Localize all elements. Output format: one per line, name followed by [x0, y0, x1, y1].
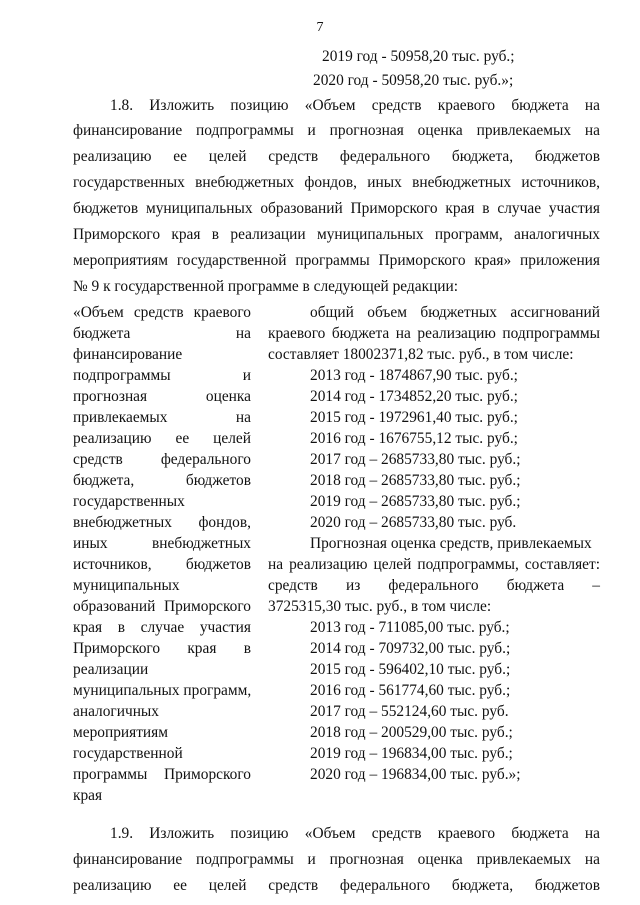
year-amount-line: 2014 год - 709732,00 тыс. руб.; — [310, 640, 511, 657]
left-column-line: прогнозная оценка — [73, 388, 251, 405]
year-amount-line: 2014 год - 1734852,20 тыс. руб.; — [310, 388, 518, 405]
left-column-line: средств федерального — [73, 451, 251, 468]
left-column-line: бюджета на — [73, 325, 251, 342]
left-column-line: Приморского края в — [73, 640, 251, 657]
left-column-line: финансирование — [73, 346, 183, 363]
left-column-line: муниципальных программ, — [73, 682, 252, 699]
right-column-line: общий объем бюджетных ассигнований — [310, 304, 600, 321]
left-column-line: реализации — [73, 661, 149, 678]
paragraph-line: мероприятиям государственной программы Приморского края» приложения — [73, 252, 600, 269]
left-column-line: иных внебюджетных — [73, 535, 251, 552]
year-amount-line: 2017 год – 552124,60 тыс. руб. — [310, 703, 509, 720]
right-column-line: краевого бюджета на реализацию подпрограммы — [268, 325, 600, 342]
left-column-line: образований Приморского — [73, 598, 251, 615]
left-column-line: привлекаемых на — [73, 409, 251, 426]
right-column-line: составляет 18002371,82 тыс. руб., в том числе: — [268, 346, 574, 363]
left-column-line: края в случае участия — [73, 619, 251, 636]
left-column-line: государственной — [73, 745, 183, 762]
paragraph-line: 1.8. Изложить позицию «Объем средств краевого бюджета на — [110, 97, 600, 114]
paragraph-line: государственных внебюджетных фондов, иных внебюджетных источников, — [73, 174, 600, 191]
year-amount-line: 2020 год – 196834,00 тыс. руб.»; — [310, 766, 521, 783]
year-amount-line: 2016 год - 1676755,12 тыс. руб.; — [310, 430, 518, 447]
paragraph-line: бюджетов муниципальных образований Приморского края в случае участия — [73, 200, 600, 217]
paragraph-line: реализацию ее целей средств федерального бюджета, бюджетов — [73, 877, 600, 894]
year-amount-line: 2013 год - 711085,00 тыс. руб.; — [310, 619, 510, 636]
left-column-line: источников, бюджетов — [73, 556, 251, 573]
year-amount-line: 2016 год - 561774,60 тыс. руб.; — [310, 682, 511, 699]
year-amount-line: 2019 год – 2685733,80 тыс. руб.; — [310, 493, 521, 510]
page-number: 7 — [316, 20, 324, 35]
budget-line: 2020 год - 50958,20 тыс. руб.»; — [313, 72, 514, 89]
left-column-line: подпрограммы и — [73, 367, 251, 384]
paragraph-line: 1.9. Изложить позицию «Объем средств краевого бюджета на — [110, 825, 600, 842]
left-column-line: программы Приморского — [73, 766, 251, 783]
year-amount-line: 2019 год – 196834,00 тыс. руб.; — [310, 745, 513, 762]
left-column-line: муниципальных — [73, 577, 180, 594]
year-amount-line: 2018 год – 2685733,80 тыс. руб.; — [310, 472, 521, 489]
left-column-line: мероприятиям — [73, 724, 168, 741]
paragraph-line: № 9 к государственной программе в следующей редакции: — [73, 278, 459, 295]
left-column-line: бюджета, бюджетов — [73, 472, 251, 489]
left-column-line: края — [73, 787, 103, 804]
left-column-line: реализацию ее целей — [73, 430, 251, 447]
year-amount-line: 2013 год - 1874867,90 тыс. руб.; — [310, 367, 518, 384]
year-amount-line: 2018 год – 200529,00 тыс. руб.; — [310, 724, 513, 741]
paragraph-line: Приморского края в реализации муниципальных программ, аналогичных — [73, 226, 600, 243]
left-column-line: внебюджетных фондов, — [73, 514, 251, 531]
right-column-line: на реализацию целей подпрограммы, составляет: — [268, 556, 600, 573]
left-column-line: аналогичных — [73, 703, 159, 720]
paragraph-line: реализацию ее целей средств федерального бюджета, бюджетов — [73, 148, 600, 165]
paragraph-line: финансирование подпрограммы и прогнозная оценка привлекаемых на — [73, 851, 600, 868]
year-amount-line: 2015 год - 596402,10 тыс. руб.; — [310, 661, 511, 678]
right-column-line: 3725315,30 тыс. руб., в том числе: — [268, 598, 492, 615]
right-column-line: Прогнозная оценка средств, привлекаемых — [310, 535, 592, 552]
budget-line: 2019 год - 50958,20 тыс. руб.; — [322, 48, 515, 65]
year-amount-line: 2015 год - 1972961,40 тыс. руб.; — [310, 409, 518, 426]
year-amount-line: 2017 год – 2685733,80 тыс. руб.; — [310, 451, 521, 468]
year-amount-line: 2020 год – 2685733,80 тыс. руб. — [310, 514, 517, 531]
paragraph-line: финансирование подпрограммы и прогнозная оценка привлекаемых на — [73, 122, 600, 139]
left-column-line: «Объем средств краевого — [73, 304, 251, 321]
right-column-line: средств из федерального бюджета – — [268, 577, 600, 594]
left-column-line: государственных — [73, 493, 185, 510]
